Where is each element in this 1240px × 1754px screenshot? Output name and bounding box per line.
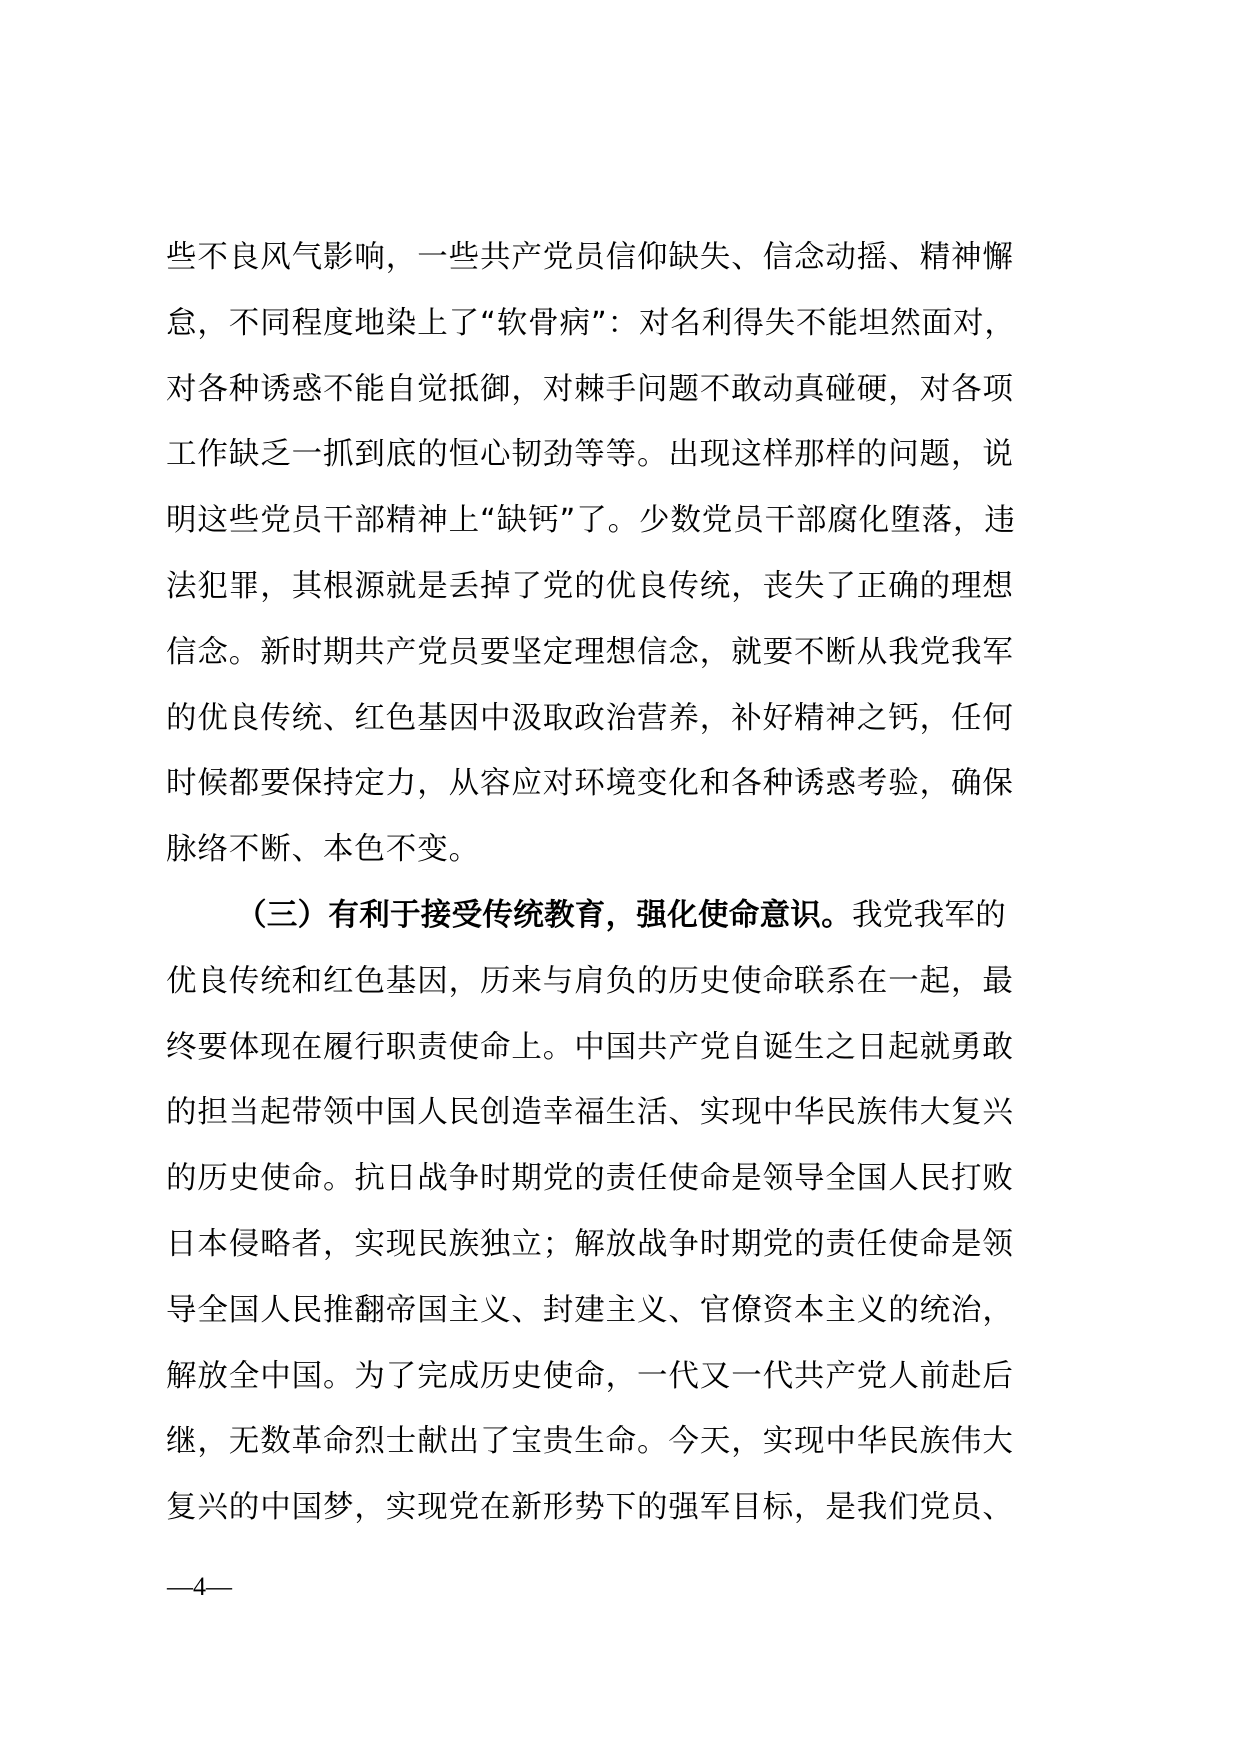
paragraph-line: 怠，不同程度地染上了“软骨病”：对名利得失不能坦然面对， (166, 305, 1016, 341)
paragraph-line: 对各种诱惑不能自觉抵御，对棘手问题不敢动真碰硬，对各项 (166, 371, 1014, 407)
paragraph-line: 时候都要保持定力，从容应对环境变化和各种诱惑考验，确保 (166, 766, 1014, 802)
paragraph-line: 信念。新时期共产党员要坚定理想信念，就要不断从我党我军 (166, 634, 1014, 670)
paragraph-line: 法犯罪，其根源就是丢掉了党的优良传统，丧失了正确的理想 (166, 568, 1014, 604)
paragraph-line: 优良传统和红色基因，历来与肩负的历史使命联系在一起，最 (166, 963, 1014, 999)
paragraph-line: 日本侵略者，实现民族独立；解放战争时期党的责任使命是领 (166, 1226, 1014, 1262)
paragraph-line: 解放全中国。为了完成历史使命，一代又一代共产党人前赴后 (166, 1358, 1014, 1394)
paragraph-line: 明这些党员干部精神上“缺钙”了。少数党员干部腐化堕落，违 (166, 503, 1016, 539)
paragraph-line: 脉络不断、本色不变。 (166, 832, 480, 868)
paragraph-line: 的优良传统、红色基因中汲取政治营养，补好精神之钙，任何 (166, 700, 1014, 736)
page-number: —4— (167, 1572, 232, 1601)
body-text (166, 238, 1086, 1554)
paragraph-line: 的历史使命。抗日战争时期党的责任使命是领导全国人民打败 (166, 1161, 1014, 1197)
paragraph-line: 的担当起带领中国人民创造幸福生活、实现中华民族伟大复兴 (166, 1095, 1014, 1131)
paragraph-line: 复兴的中国梦，实现党在新形势下的强军目标，是我们党员、 (166, 1490, 1014, 1526)
paragraph-line: 工作缺乏一抓到底的恒心韧劲等等。出现这样那样的问题，说 (166, 437, 1014, 473)
paragraph-line: 继，无数革命烈士献出了宝贵生命。今天，实现中华民族伟大 (166, 1424, 1014, 1460)
section-heading-continuation: 我党我军的 (852, 897, 1006, 933)
paragraph-line: 导全国人民推翻帝国主义、封建主义、官僚资本主义的统治， (166, 1292, 1014, 1328)
paragraph-line: 些不良风气影响，一些共产党员信仰缺失、信念动摇、精神懈 (166, 240, 1014, 275)
paragraph-line: 终要体现在履行职责使命上。中国共产党自诞生之日起就勇敢 (166, 1029, 1014, 1065)
section-heading: （三）有利于接受传统教育，强化使命意识。 (236, 897, 852, 933)
section-heading-line (166, 896, 1086, 962)
